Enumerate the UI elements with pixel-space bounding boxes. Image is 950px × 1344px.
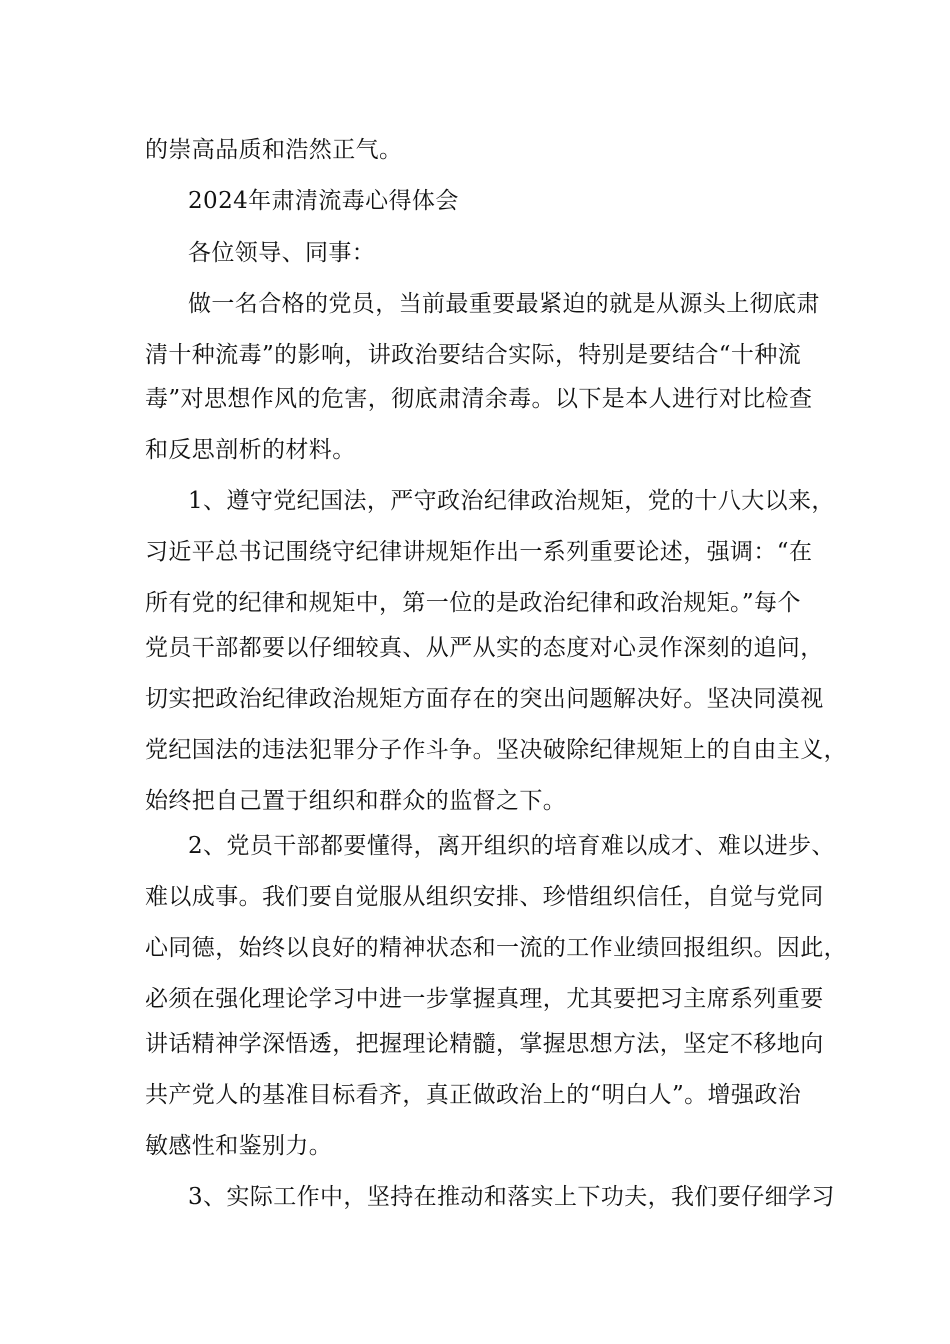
text-line: 毒”对思想作风的危害，彻底肃清余毒。以下是本人进行对比检查 [145,386,813,412]
salutation: 各位领导、同事： [188,240,376,266]
text-line: 共产党人的基准目标看齐，真正做政治上的“明白人”。增强政治 [145,1082,802,1108]
text-line: 3、实际工作中，坚持在推动和落实上下功夫，我们要仔细学习 [188,1184,835,1210]
text-line: 切实把政治纪律政治规矩方面存在的突出问题解决好。坚决同漠视 [145,686,824,712]
text-line: 必须在强化理论学习中进一步掌握真理，尤其要把习主席系列重要 [145,986,824,1012]
text-line: 心同德，始终以良好的精神状态和一流的工作业绩回报组织。因此， [145,935,847,961]
text-line: 习近平总书记围绕守纪律讲规矩作出一系列重要论述，强调：“在 [145,539,813,565]
text-line: 党员干部都要以仔细较真、从严从实的态度对心灵作深刻的追问， [145,635,824,661]
text-line: 清十种流毒”的影响，讲政治要结合实际，特别是要结合“十种流 [145,342,802,368]
document-title: 2024年肃清流毒心得体会 [188,188,459,214]
text-line: 做一名合格的党员，当前最重要最紧迫的就是从源头上彻底肃 [188,291,820,317]
text-line: 党纪国法的违法犯罪分子作斗争。坚决破除纪律规矩上的自由主义， [145,737,847,763]
text-line: 和反思剖析的材料。 [145,437,356,463]
text-line: 的崇高品质和浩然正气。 [145,137,403,163]
text-line: 始终把自己置于组织和群众的监督之下。 [145,788,567,814]
text-line: 讲话精神学深悟透，把握理论精髓，掌握思想方法，坚定不移地向 [145,1031,824,1057]
text-line: 敏感性和鉴别力。 [145,1133,333,1159]
text-line: 2、党员干部都要懂得，离开组织的培育难以成才、难以进步、 [188,833,835,859]
text-line: 1、遵守党纪国法，严守政治纪律政治规矩，党的十八大以来， [188,488,835,514]
text-line: 难以成事。我们要自觉服从组织安排、珍惜组织信任，自觉与党同 [145,884,824,910]
text-line: 所有党的纪律和规矩中，第一位的是政治纪律和政治规矩。”每个 [145,590,801,616]
